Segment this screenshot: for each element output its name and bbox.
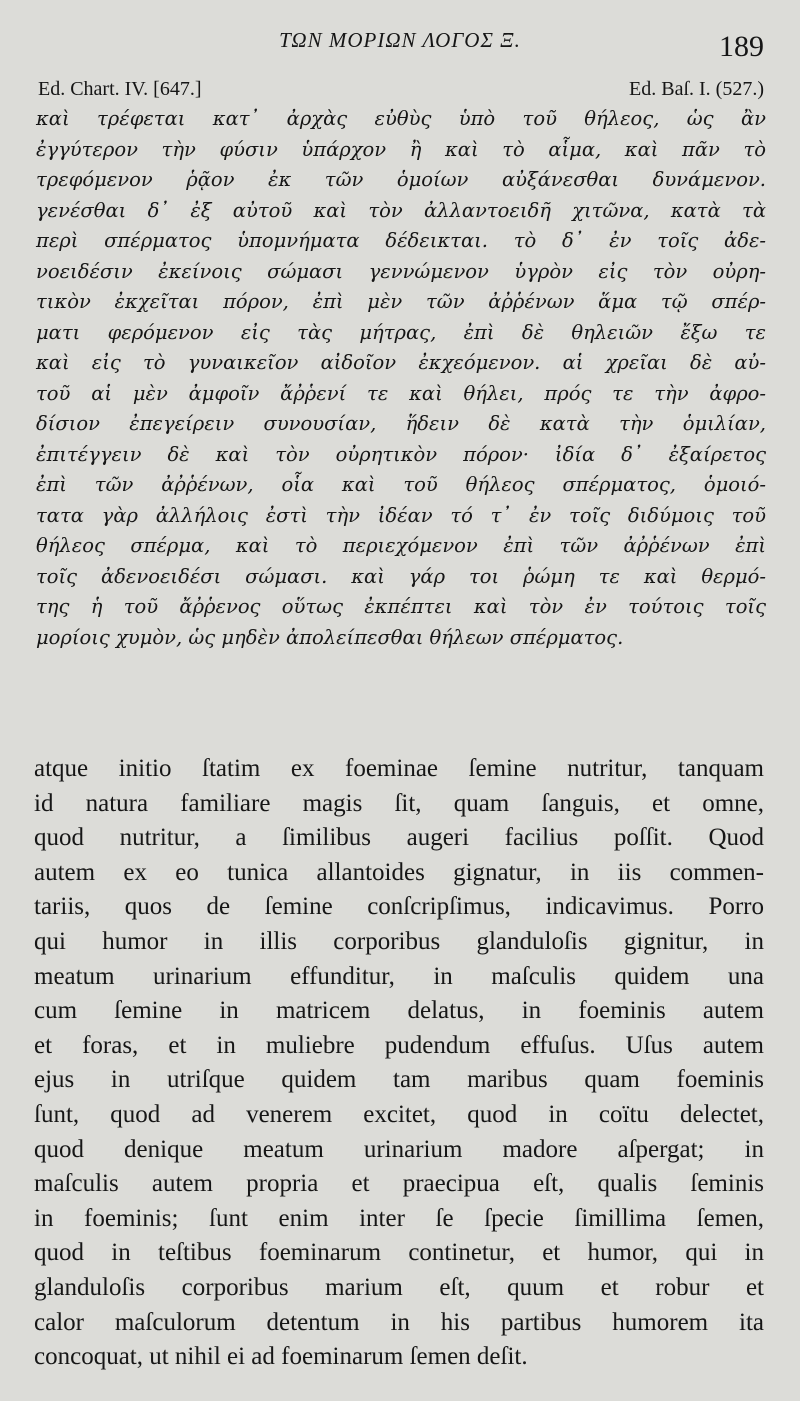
greek-text-line: ἐπιτέγγειν δὲ καὶ τὸν οὐρητικὸν πόρον· ἰδία δ᾽ ἐξαίρετος [36,442,766,466]
latin-text-line: quod nutritur, a ſimilibus augeri facilius poſſit. Quod [34,824,764,852]
greek-text-line: μορίοις χυμὸν, ὡς μηδὲν ἀπολείπεσθαι θήλεων σπέρματος. [36,625,624,649]
latin-text-line: id natura familiare magis ſit, quam ſanguis, et omne, [34,789,764,817]
greek-text-line: ἐγγύτερον τὴν φύσιν ὑπάρχον ἢ καὶ τὸ αἷμα, καὶ πᾶν τὸ [36,137,766,161]
latin-text-line: glanduloſis corporibus marium eſt, quum et robur et [34,1273,764,1301]
greek-text-line: τοῖς ἀδενοειδέσι σώμασι. καὶ γάρ τοι ῥώμη τε καὶ θερμό- [36,564,766,588]
latin-text-line: et foras, et in muliebre pudendum effuſus. Uſus autem [34,1031,764,1059]
greek-text-line: της ἡ τοῦ ἄῤῥενος οὕτως ἐκπέπτει καὶ τὸν ἐν τούτοις τοῖς [36,595,766,618]
latin-text-line: maſculis autem propria et praecipua eſt, qualis ſeminis [34,1170,764,1198]
greek-text-line: καὶ τρέφεται κατ᾽ ἀρχὰς εὐθὺς ὑπὸ τοῦ θήλεος, ὡς ἂν [36,107,766,130]
greek-text-line: θήλεος σπέρμα, καὶ τὸ περιεχόμενον ἐπὶ τῶν ἀῤῥένων ἐπὶ [36,534,766,557]
greek-text-line: νοειδέσιν ἐκείνοις σώμασι γεννώμενον ὑγρὸν εἰς τὸν οὐρη- [36,259,766,283]
latin-text-line: tariis, quos de ſemine conſcripſimus, indicavimus. Porro [34,893,764,921]
latin-text-line: concoquat, ut nihil ei ad foeminarum ſemen deſit. [34,1343,528,1371]
latin-text-block [34,752,764,1375]
greek-text-line: καὶ εἰς τὸ γυναικεῖον αἰδοῖον ἐκχεόμενον. αἱ χρεῖαι δὲ αὐ- [36,351,766,374]
latin-text-line: atque initio ſtatim ex foeminae ſemine nutritur, tanquam [34,755,764,782]
running-title: ΤΩΝ ΜΟΡΙΩΝ ΛΟΓΟΣ Ξ. [279,28,521,52]
greek-text-line: ματι φερόμενον εἰς τὰς μήτρας, ἐπὶ δὲ θηλειῶν ἔξω τε [36,320,766,344]
latin-text-line: autem ex eo tunica allantoides gignatur, in iis commen- [34,858,764,886]
page-number: 189 [719,30,764,63]
greek-text-line: ἐπὶ τῶν ἀῤῥένων, οἷα καὶ τοῦ θήλεος σπέρματος, ὁμοιό- [36,473,766,496]
latin-text-line: calor maſculorum detentum in his partibus humorem ita [34,1308,764,1336]
edition-reference-chartier: Ed. Chart. IV. [647.] [38,78,202,100]
latin-text-line: quod in teſtibus foeminarum continetur, et humor, qui in [34,1239,764,1267]
latin-text-line: meatum urinarium effunditur, in maſculis quidem una [34,962,764,990]
greek-text-line: γενέσθαι δ᾽ ἐξ αὐτοῦ καὶ τὸν ἀλλαντοειδῆ χιτῶνα, κατὰ τὰ [36,198,766,222]
latin-text-line: qui humor in illis corporibus glanduloſis gignitur, in [34,927,764,955]
latin-text-line: ſunt, quod ad venerem excitet, quod in coïtu delectet, [34,1100,764,1128]
greek-text-line: τρεφόμενον ῥᾷον ἐκ τῶν ὁμοίων αὐξάνεσθαι δυνάμενον. [36,168,766,191]
latin-text-line: in foeminis; ſunt enim inter ſe ſpecie ſimillima ſemen, [34,1204,764,1232]
greek-text-line: τικὸν ἐκχεῖται πόρον, ἐπὶ μὲν τῶν ἀῤῥένων ἅμα τῷ σπέρ- [36,290,766,313]
greek-text-block [36,104,766,653]
greek-text-line: τοῦ αἱ μὲν ἀμφοῖν ἄῤῥενί τε καὶ θήλει, πρός τε τὴν ἀφρο- [36,381,766,405]
latin-text-line: cum ſemine in matricem delatus, in foeminis autem [34,997,764,1025]
greek-text-line: περὶ σπέρματος ὑπομνήματα δέδεικται. τὸ δ᾽ ἐν τοῖς ἀδε- [36,229,766,252]
edition-reference-basel: Ed. Baſ. I. (527.) [629,78,764,100]
greek-text-line: δίσιον ἐπεγείρειν συνουσίαν, ἥδειν δὲ κατὰ τὴν ὁμιλίαν, [36,412,766,435]
greek-text-line: τατα γὰρ ἀλλήλοις ἐστὶ τὴν ἰδέαν τό τ᾽ ἐν τοῖς διδύμοις τοῦ [36,503,766,527]
latin-text-line: quod denique meatum urinarium madore aſpergat; in [34,1135,764,1163]
latin-text-line: ejus in utriſque quidem tam maribus quam foeminis [34,1066,764,1094]
